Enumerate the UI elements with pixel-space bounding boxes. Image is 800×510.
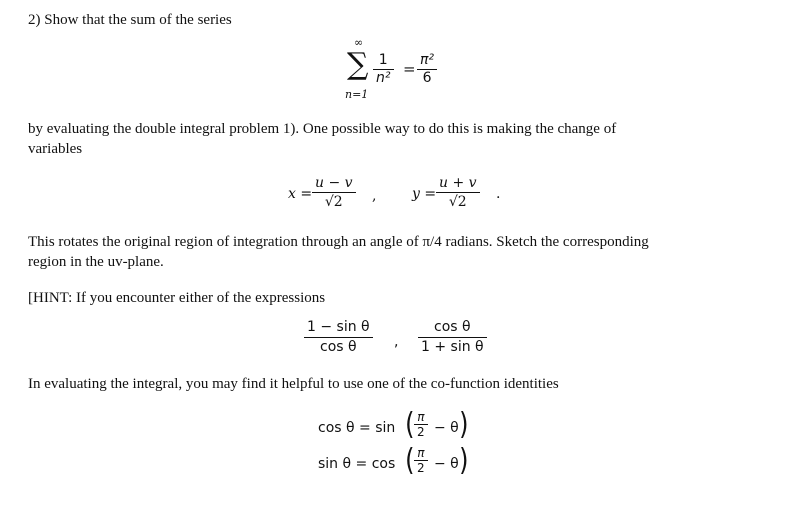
identity-2-lhs: sin θ = cos — [318, 456, 396, 472]
vars-period: . — [496, 186, 501, 202]
paragraph-1-line-1: by evaluating the double integral problem 1). One possible way to do this is making the change of — [28, 121, 617, 137]
identity-1-open-paren: ( — [405, 407, 415, 442]
identity-2-pi: π — [417, 446, 425, 460]
identity-1-pi: π — [417, 410, 425, 424]
sum-upper-limit: ∞ — [354, 36, 364, 49]
sum-equation — [345, 38, 465, 110]
hint-expression-1-numerator: 1 − sin θ — [307, 319, 370, 335]
hint-line: [HINT: If you encounter either of the expressions — [28, 290, 326, 306]
sum-rhs-numerator: π² — [420, 52, 435, 68]
problem-intro — [28, 10, 232, 30]
paragraph-3: In evaluating the integral, you may find it helpful to use one of the co-function identities — [28, 376, 559, 392]
x-fraction — [312, 174, 356, 211]
identity-2-pi-over-2 — [414, 446, 428, 475]
identity-1-pi-over-2 — [414, 410, 428, 439]
identity-2-two: 2 — [414, 460, 428, 475]
hint-expressions — [304, 316, 504, 364]
x-denominator: √2 — [312, 192, 356, 211]
sum-rhs-denominator: 6 — [417, 69, 437, 87]
sum-rhs-fraction — [417, 52, 437, 87]
y-denominator: √2 — [436, 192, 480, 211]
sum-equals: = — [403, 60, 416, 78]
y-numerator: u + v — [439, 175, 477, 191]
hint-expression-2-numerator: cos θ — [434, 319, 471, 335]
paragraph-2-line-1: This rotates the original region of integration through an angle of π/4 radians. Sketch the corresponding — [28, 234, 649, 250]
identity-1-two: 2 — [414, 424, 428, 439]
paragraph-2-line-2: region in the uv-plane. — [28, 254, 164, 270]
hint-expression-1 — [304, 318, 373, 357]
sum-term-fraction — [373, 52, 394, 87]
change-of-variables — [288, 172, 528, 222]
sum-term-denominator: n² — [373, 69, 394, 87]
problem-number: 2) — [28, 12, 41, 28]
hint-expression-2 — [418, 318, 487, 357]
x-lhs: x = — [288, 186, 313, 202]
paragraph-1-line-2: variables — [28, 141, 83, 157]
identity-2-close-paren: ) — [459, 443, 469, 478]
y-lhs: y = — [412, 186, 437, 202]
hint-expression-1-denominator: cos θ — [304, 337, 373, 357]
identity-1-lhs: cos θ = sin — [318, 420, 396, 436]
identity-1-close-paren: ) — [459, 407, 469, 442]
sum-term-numerator: 1 — [378, 52, 388, 68]
y-fraction — [436, 174, 480, 211]
hint-comma: , — [394, 334, 399, 350]
identity-1-minus-theta: − θ — [434, 420, 459, 436]
sum-lower-limit: n=1 — [345, 88, 369, 101]
hint-expression-2-denominator: 1 + sin θ — [418, 337, 487, 357]
sigma-symbol: ∑ — [347, 47, 369, 82]
identity-2-minus-theta: − θ — [434, 456, 459, 472]
problem-intro-text: Show that the sum of the series — [44, 12, 232, 28]
identity-2-open-paren: ( — [405, 443, 415, 478]
vars-comma: , — [372, 188, 377, 204]
x-numerator: u − v — [315, 175, 353, 191]
